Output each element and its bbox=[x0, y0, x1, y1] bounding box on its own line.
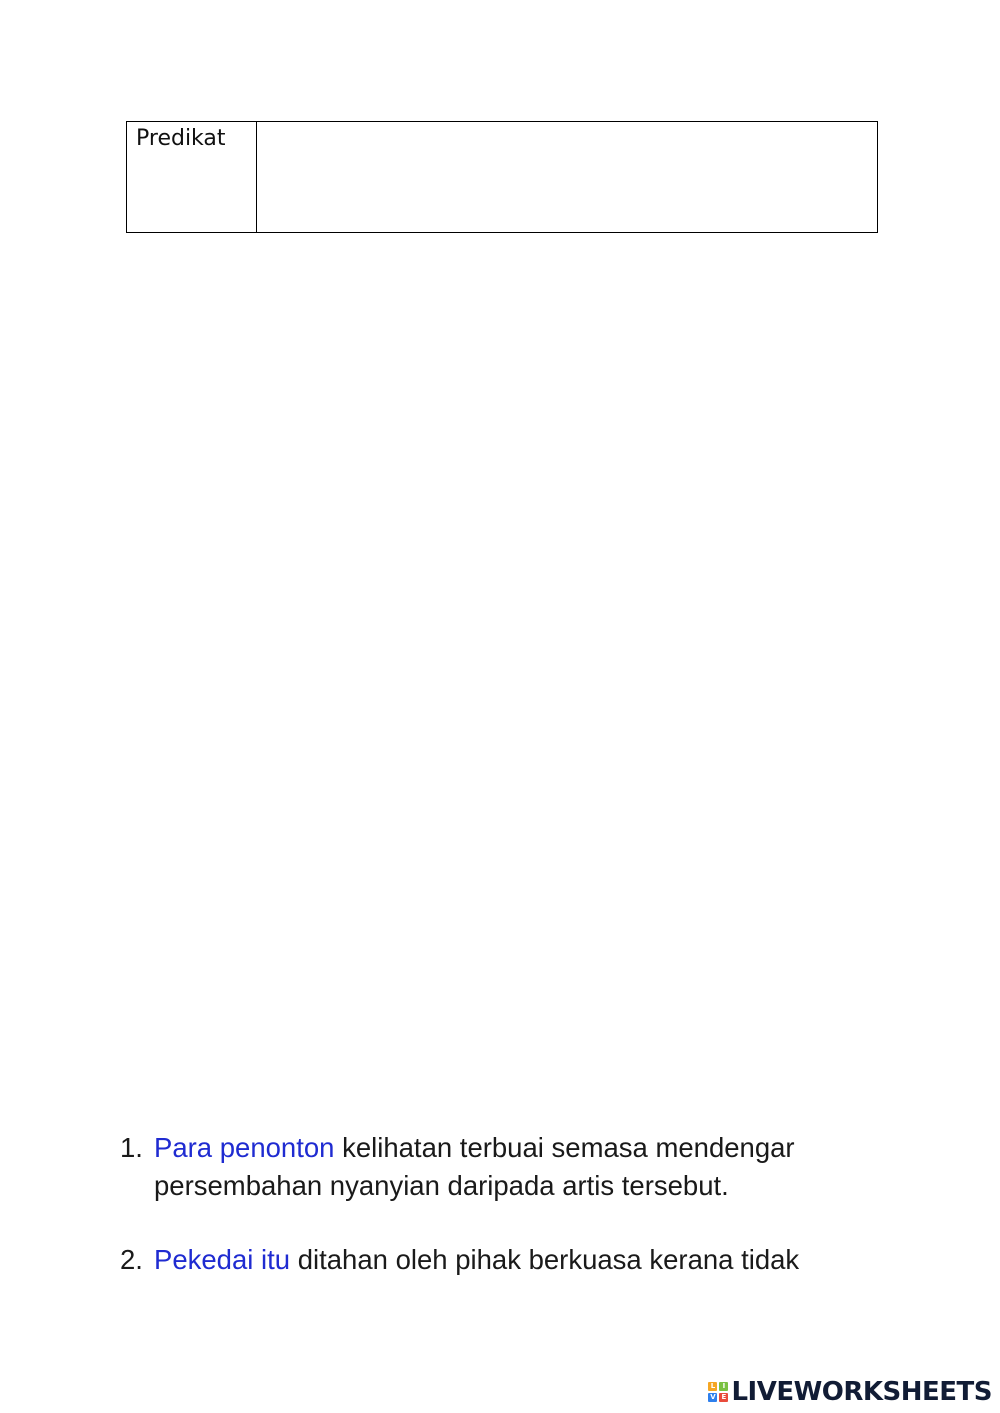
question-number: 2. bbox=[120, 1244, 143, 1275]
answer-table bbox=[126, 121, 878, 233]
table-row bbox=[127, 122, 878, 233]
question-number: 1. bbox=[120, 1132, 143, 1163]
question-subject: Pekedai itu bbox=[154, 1244, 291, 1275]
logo-tile: E bbox=[719, 1393, 728, 1402]
liveworksheets-logo-icon bbox=[708, 1382, 728, 1402]
question-1 bbox=[120, 1129, 795, 1205]
logo-tile: V bbox=[710, 1393, 716, 1401]
question-text: kelihatan terbuai semasa mendengar bbox=[334, 1132, 795, 1163]
question-text-continued: persembahan nyanyian daripada artis tersebut. bbox=[154, 1170, 729, 1201]
predikat-label: Predikat bbox=[127, 122, 257, 233]
question-text: ditahan oleh pihak berkuasa kerana tidak bbox=[290, 1244, 800, 1275]
predikat-answer-field[interactable] bbox=[257, 122, 878, 233]
logo-tile: L bbox=[708, 1382, 717, 1391]
question-subject: Para penonton bbox=[154, 1132, 335, 1163]
liveworksheets-brand bbox=[708, 1377, 992, 1407]
brand-name: LIVEWORKSHEETS bbox=[731, 1377, 992, 1407]
logo-tile: I bbox=[719, 1382, 728, 1391]
question-2 bbox=[120, 1241, 799, 1279]
